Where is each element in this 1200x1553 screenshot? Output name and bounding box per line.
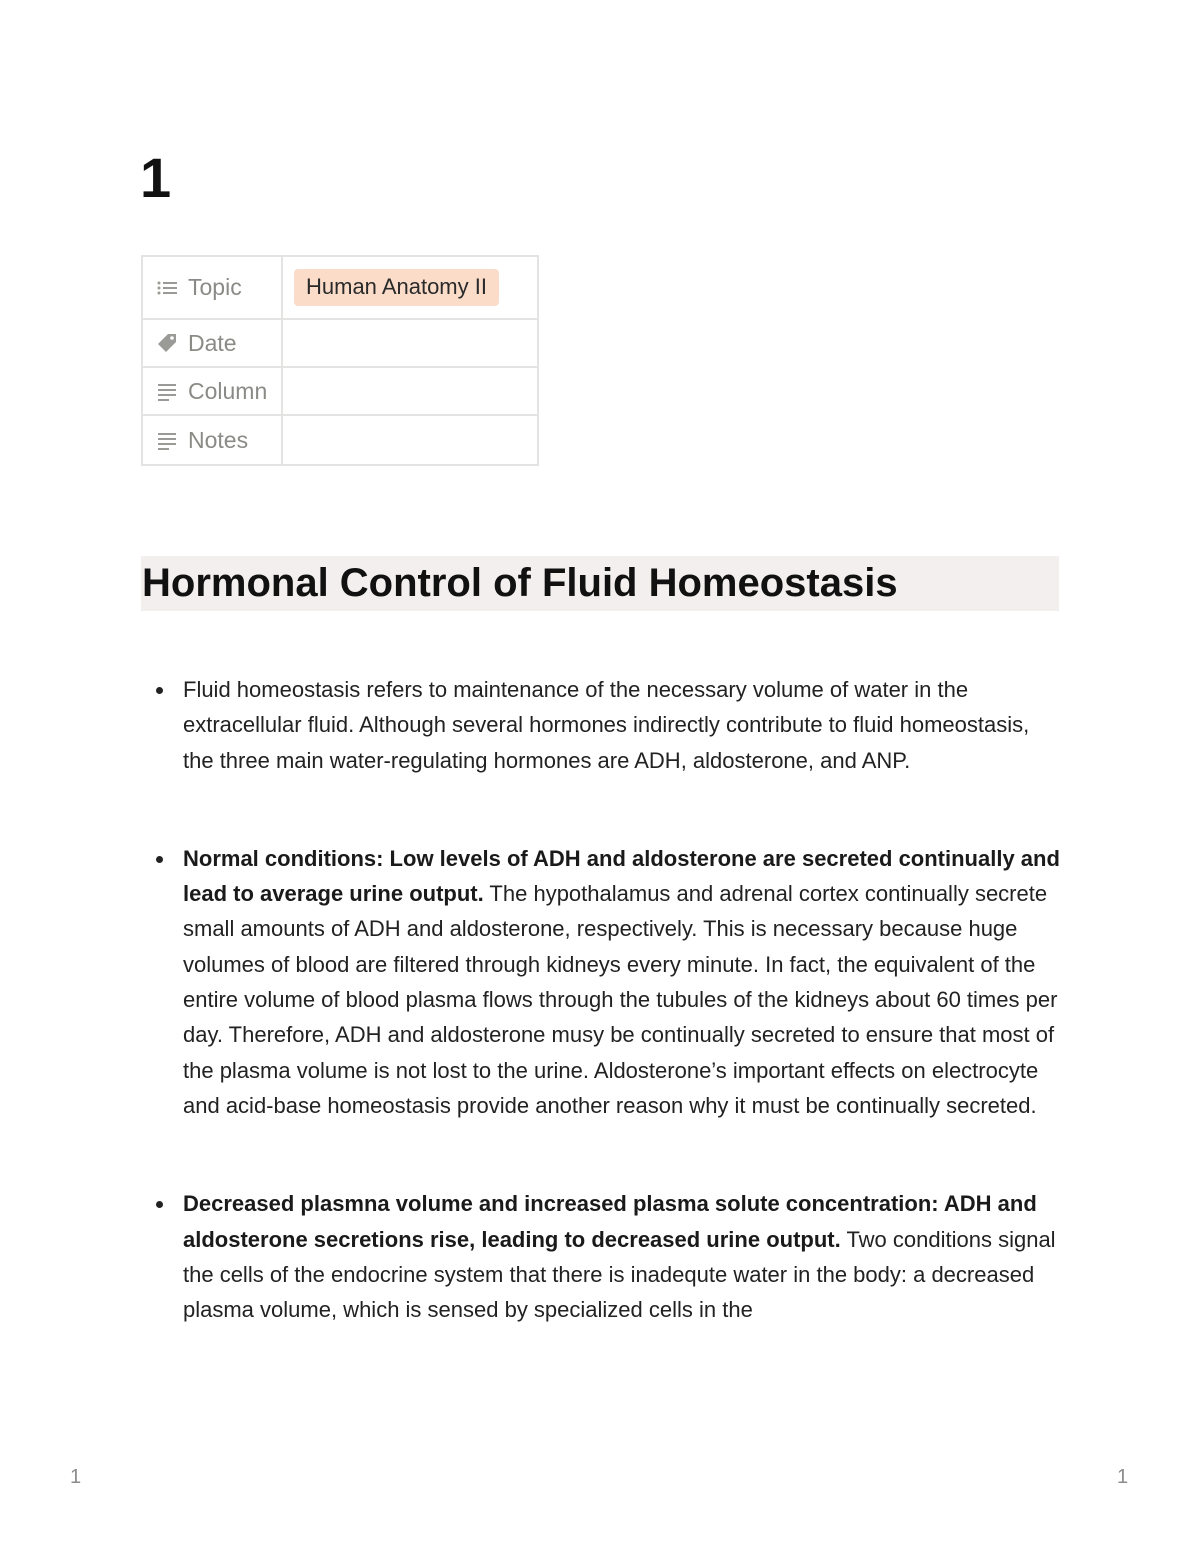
property-name-date[interactable] [142, 319, 282, 367]
list-icon [156, 277, 178, 299]
property-name-column[interactable] [142, 367, 282, 415]
bullet-bold-lead: Decreased plasmna volume and increased plasma solute concentration: ADH and aldosterone secretions rise, leading to decreased urine output. [183, 1191, 1037, 1252]
bullet-bold-lead: Normal conditions: Low levels of ADH and aldosterone are secreted continually and lead to average urine output. [183, 845, 1060, 907]
bullet-list [183, 672, 1063, 1327]
list-item [183, 672, 1063, 778]
property-value-notes[interactable] [282, 415, 538, 465]
property-value-topic[interactable] [282, 256, 538, 319]
property-label-topic: Topic [188, 274, 242, 300]
property-label-notes: Notes [188, 426, 249, 453]
tag-icon [156, 332, 178, 354]
property-row-topic[interactable] [142, 256, 538, 319]
text-lines-icon [156, 429, 178, 451]
page-number-left: 1 [70, 1466, 82, 1488]
property-row-date[interactable] [142, 319, 538, 367]
section-heading: Hormonal Control of Fluid Homeostasis [142, 561, 898, 605]
property-name-notes[interactable] [142, 415, 282, 465]
page-title: 1 [140, 146, 172, 209]
property-label-date: Date [188, 329, 237, 356]
text-lines-icon [156, 380, 178, 402]
list-item [183, 1186, 1063, 1327]
property-label-column: Column [188, 377, 268, 404]
property-value-date[interactable] [282, 319, 538, 367]
topic-tag[interactable]: Human Anatomy II [294, 269, 499, 306]
property-row-column[interactable] [142, 367, 538, 415]
page-number-right: 1 [1117, 1466, 1129, 1488]
property-row-notes[interactable] [142, 415, 538, 465]
bullet-text: Fluid homeostasis refers to maintenance of the necessary volume of water in the extracellular fluid. Although several hormones indirectly contribute to fluid homeostasis, the three main water-regulating hormones are ADH, aldosterone, and ANP. [183, 677, 1030, 773]
list-item [183, 841, 1063, 1123]
bullet-text: The hypothalamus and adrenal cortex continually secrete small amounts of ADH and aldosterone, respectively. This is necessary because huge volumes of blood are filtered through kidneys every minute. In fact, the equivalent of the entire volume of blood plasma flows through the tubules of the kidneys about 60 times per day. Therefore, ADH and aldosterone musy be continually secreted to ensure that most of the plasma volume is not lost to the urine. Aldosterone’s important effects on electrocyte and acid-base homeostasis provide another reason why it must be continually secreted. [183, 881, 1058, 1118]
property-name-topic[interactable] [142, 256, 282, 319]
properties-table [141, 255, 539, 466]
property-value-column[interactable] [282, 367, 538, 415]
bullet-text: Two conditions signal the cells of the endocrine system that there is inadequte water in the body: a decreased plasma volume, which is sensed by specialized cells in the [183, 1226, 1056, 1323]
